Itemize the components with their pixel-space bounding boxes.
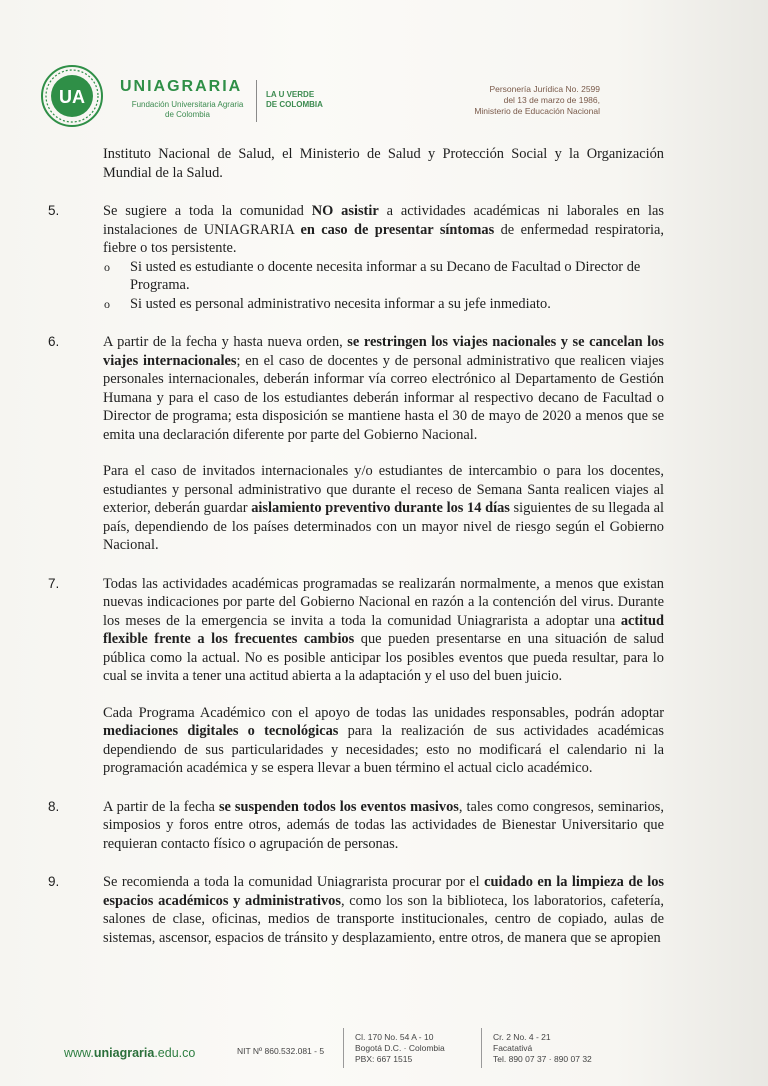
text-run: Se sugiere a toda la comunidad — [103, 203, 312, 219]
item-7-text — [103, 575, 664, 686]
list-item — [104, 295, 664, 314]
bullet-icon: o — [104, 259, 110, 274]
address-line: Bogotá D.C. · Colombia — [355, 1043, 445, 1053]
brand-subtitle — [120, 100, 255, 120]
legal-line-3: Ministerio de Educación Nacional — [474, 106, 600, 116]
item-6-paragraph-2 — [103, 462, 664, 555]
bold-run: mediaciones digitales o tecnológicas — [103, 723, 339, 739]
text-run: Se recomienda a toda la comunidad Uniagrarista procurar por el — [103, 874, 485, 890]
item-7 — [42, 575, 664, 778]
footer-divider — [481, 1028, 482, 1068]
intro-paragraph: Instituto Nacional de Salud, el Ministerio de Salud y Protección Social y la Organización Mundial de la Salud. — [103, 146, 664, 181]
brand-subtitle-line-1: Fundación Universitaria Agraria — [131, 100, 244, 109]
bold-run: cuidado en la limpieza de los espacios académicos y administrativos — [103, 874, 664, 909]
text-run: ; en el caso de docentes y de personal administrativo que realicen viajes personales internacionales, deberán informar vía correo electrónico al Departamento de Gestión Humana y para el caso de los estudiantes deberán informar al respectivo decano de Facultad o Director de programa; esta disposición se mantiene hasta el 30 de mayo de 2020 a menos que se emita una declaración diferente por parte del Gobierno Nacional. — [103, 352, 664, 443]
sublist-text: Si usted es personal administrativo necesita informar a su jefe inmediato. — [130, 295, 551, 312]
item-5-text — [103, 202, 664, 258]
web-prefix: www. — [64, 1046, 94, 1060]
legal-line-2: del 13 de marzo de 1986, — [503, 95, 600, 105]
address-line: Tel. 890 07 37 · 890 07 32 — [493, 1054, 592, 1064]
text-run: Para el caso de invitados internacionales y/o estudiantes de intercambio o para los docentes, estudiantes y personal administrativo que durante el receso de Semana Santa realicen viajes al exterior, deberán guardar — [103, 463, 664, 516]
item-6-text — [103, 333, 664, 444]
bold-run: en caso de presentar síntomas — [300, 221, 495, 238]
tagline-line-2: DE COLOMBIA — [266, 100, 323, 109]
address-line: Facatativá — [493, 1043, 533, 1053]
web-domain: uniagraria — [93, 1046, 155, 1060]
item-number: 9. — [48, 874, 60, 889]
web-suffix: .edu.co — [154, 1046, 196, 1060]
nit-number: NIT Nº 860.532.081 - 5 — [237, 1046, 325, 1056]
sublist-text: Si usted es estudiante o docente necesita informar a su Decano de Facultad o Director de Programa. — [130, 258, 641, 293]
page-footer — [0, 1020, 768, 1080]
address-facatativa — [493, 1032, 592, 1065]
text-run: Cada Programa Académico con el apoyo de todas las unidades responsables, podrán adoptar — [103, 704, 664, 721]
item-number: 8. — [48, 798, 60, 814]
bold-run: se suspenden todos los eventos masivos — [218, 798, 459, 815]
tagline — [266, 90, 323, 110]
legal-info — [400, 84, 600, 117]
text-run: , tales como congresos, seminarios, simposios y foros entre otros, además de todas las actividades de Bienestar Universitario que requieran contacto físico o agrupación de personas. — [103, 798, 664, 852]
text-run: Todas las actividades académicas programadas se realizarán normalmente, a menos que existan nuevas indicaciones por parte del Gobierno Nacional en razón a la contención del virus. Durante los meses de la emergencia se invita a toda la comunidad Uniagrarista a adoptar una — [103, 575, 664, 629]
bold-run: actitud flexible frente a los frecuentes cambios — [103, 612, 664, 647]
text-run: , como los son la biblioteca, los laboratorios, cafetería, salones de clase, oficinas, medios de transporte institucionales, centro de copiado, aulas de sistemas, ascensor, espacios de tránsito y desplazamiento, entre otros, de manera que se apropien — [103, 892, 664, 946]
text-run: que pueden presentarse en una situación de salud pública como la actual. No es posible anticipar los posibles eventos que pueda resultar, para lo cual se invita a tener una actitud abierta a la adaptación y el uso del buen juicio. — [103, 631, 664, 684]
tagline-line-1: LA U VERDE — [266, 90, 315, 99]
text-run: siguientes de su llegada al país, dependiendo de los países determinados con un mayor nivel de riesgo según el Gobierno Nacional. — [103, 500, 665, 553]
item-8 — [42, 798, 664, 854]
item-9 — [42, 873, 664, 947]
address-line: PBX: 667 1515 — [355, 1054, 413, 1064]
item-8-text — [103, 798, 664, 854]
item-7-paragraph-2 — [103, 704, 664, 778]
bold-run: aislamiento preventivo durante los 14 días — [251, 500, 510, 516]
bold-run: NO asistir — [311, 203, 379, 219]
logo-text: UA — [59, 87, 85, 107]
item-6 — [42, 333, 664, 555]
item-5-sublist — [42, 258, 664, 314]
address-line: Cl. 170 No. 54 A - 10 — [355, 1032, 434, 1042]
bold-run: se restringen los viajes nacionales y se cancelan los viajes internacionales — [103, 334, 664, 369]
brand-subtitle-line-2: de Colombia — [165, 110, 210, 119]
text-run: A partir de la fecha — [103, 798, 219, 815]
address-bogota — [355, 1032, 445, 1065]
address-line: Cr. 2 No. 4 - 21 — [493, 1032, 551, 1042]
footer-divider — [343, 1028, 344, 1068]
text-run: a actividades académicas ni laborales en las instalaciones de UNIAGRARIA — [103, 203, 664, 238]
item-9-text — [103, 873, 664, 947]
brand-name: UNIAGRARIA — [120, 78, 243, 95]
text-run: de enfermedad respiratoria, fiebre o tos persistente. — [103, 221, 665, 256]
list-item — [104, 258, 664, 295]
item-number: 5. — [48, 203, 60, 218]
uniagraria-logo — [40, 64, 104, 128]
bullet-icon: o — [104, 296, 110, 311]
document-body — [42, 145, 664, 947]
item-5 — [42, 202, 664, 258]
text-run: para la realización de sus actividades académicas dependiendo de sus particularidades y necesidades; esto no modificará el calendario ni la programación académica y se espera llevar a buen término el actual ciclo académico. — [103, 723, 664, 776]
item-number: 7. — [48, 575, 60, 591]
legal-line-1: Personería Jurídica No. 2599 — [489, 84, 600, 94]
item-number: 6. — [48, 334, 60, 349]
text-run: A partir de la fecha y hasta nueva orden, — [103, 334, 348, 350]
header-divider — [256, 80, 257, 122]
website-link[interactable] — [64, 1046, 195, 1060]
